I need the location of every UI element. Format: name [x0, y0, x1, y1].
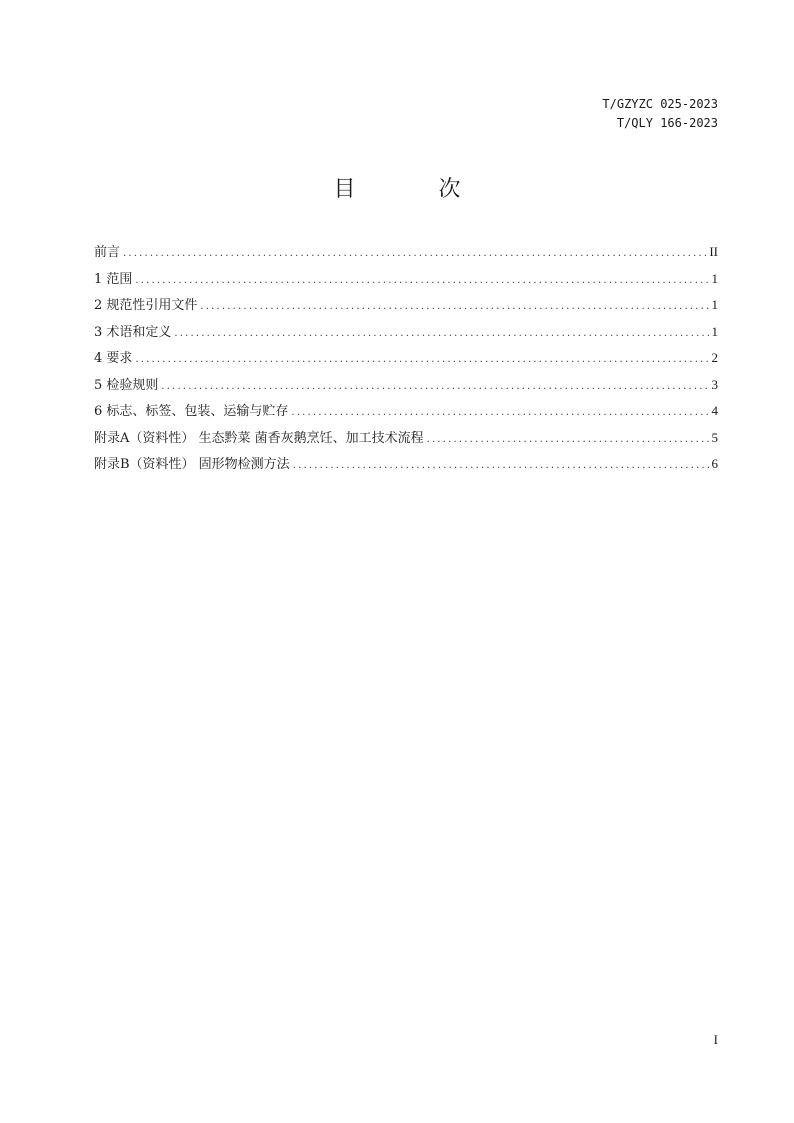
toc-leader-dots — [174, 328, 708, 339]
toc-item-label: 2 规范性引用文件 — [94, 298, 198, 313]
toc-item-label: 前言 — [94, 245, 121, 260]
toc-item-page: 5 — [711, 429, 718, 445]
toc-item-page: 3 — [711, 376, 718, 392]
toc-item-label: 3 术语和定义 — [94, 324, 172, 340]
table-of-contents — [94, 241, 718, 480]
toc-leader-dots — [427, 434, 709, 445]
toc-item-appendix-b[interactable] — [94, 453, 718, 480]
toc-item-label: 5 检验规则 — [94, 377, 159, 393]
toc-item-terms-definitions[interactable] — [94, 321, 718, 348]
toc-item-scope[interactable] — [94, 268, 718, 295]
toc-item-label: 4 要求 — [94, 351, 133, 366]
page-title: 目 次 — [333, 177, 499, 202]
toc-item-label: 1 范围 — [94, 271, 133, 287]
toc-item-page: 1 — [711, 323, 718, 339]
toc-item-page: II — [709, 244, 718, 259]
toc-item-requirements[interactable] — [94, 347, 718, 374]
toc-leader-dots — [135, 275, 708, 286]
toc-leader-dots — [135, 354, 708, 365]
toc-leader-dots — [161, 381, 708, 392]
toc-item-page: 4 — [711, 403, 718, 418]
standard-code-2: T/QLY 166-2023 — [616, 116, 718, 130]
toc-leader-dots — [123, 248, 706, 259]
toc-item-marking-packaging[interactable] — [94, 400, 718, 427]
toc-leader-dots — [293, 460, 709, 471]
toc-item-normative-references[interactable] — [94, 294, 718, 321]
page-number: I — [713, 1032, 718, 1047]
toc-item-foreword[interactable] — [94, 241, 718, 268]
toc-item-page: 2 — [711, 350, 718, 365]
toc-item-label: 6 标志、标签、包装、运输与贮存 — [94, 404, 289, 419]
toc-item-label: 附录A（资料性） 生态黔菜 菌香灰鹅烹饪、加工技术流程 — [94, 430, 424, 446]
toc-item-label: 附录B（资料性） 固形物检测方法 — [94, 457, 290, 472]
toc-item-page: 1 — [711, 297, 718, 312]
toc-item-page: 6 — [711, 456, 718, 471]
toc-item-inspection-rules[interactable] — [94, 374, 718, 401]
toc-leader-dots — [291, 407, 708, 418]
standard-codes — [602, 95, 718, 133]
toc-leader-dots — [200, 301, 708, 312]
toc-item-page: 1 — [711, 270, 718, 286]
standard-code-1: T/GZYZC 025-2023 — [602, 97, 718, 111]
toc-item-appendix-a[interactable] — [94, 427, 718, 454]
